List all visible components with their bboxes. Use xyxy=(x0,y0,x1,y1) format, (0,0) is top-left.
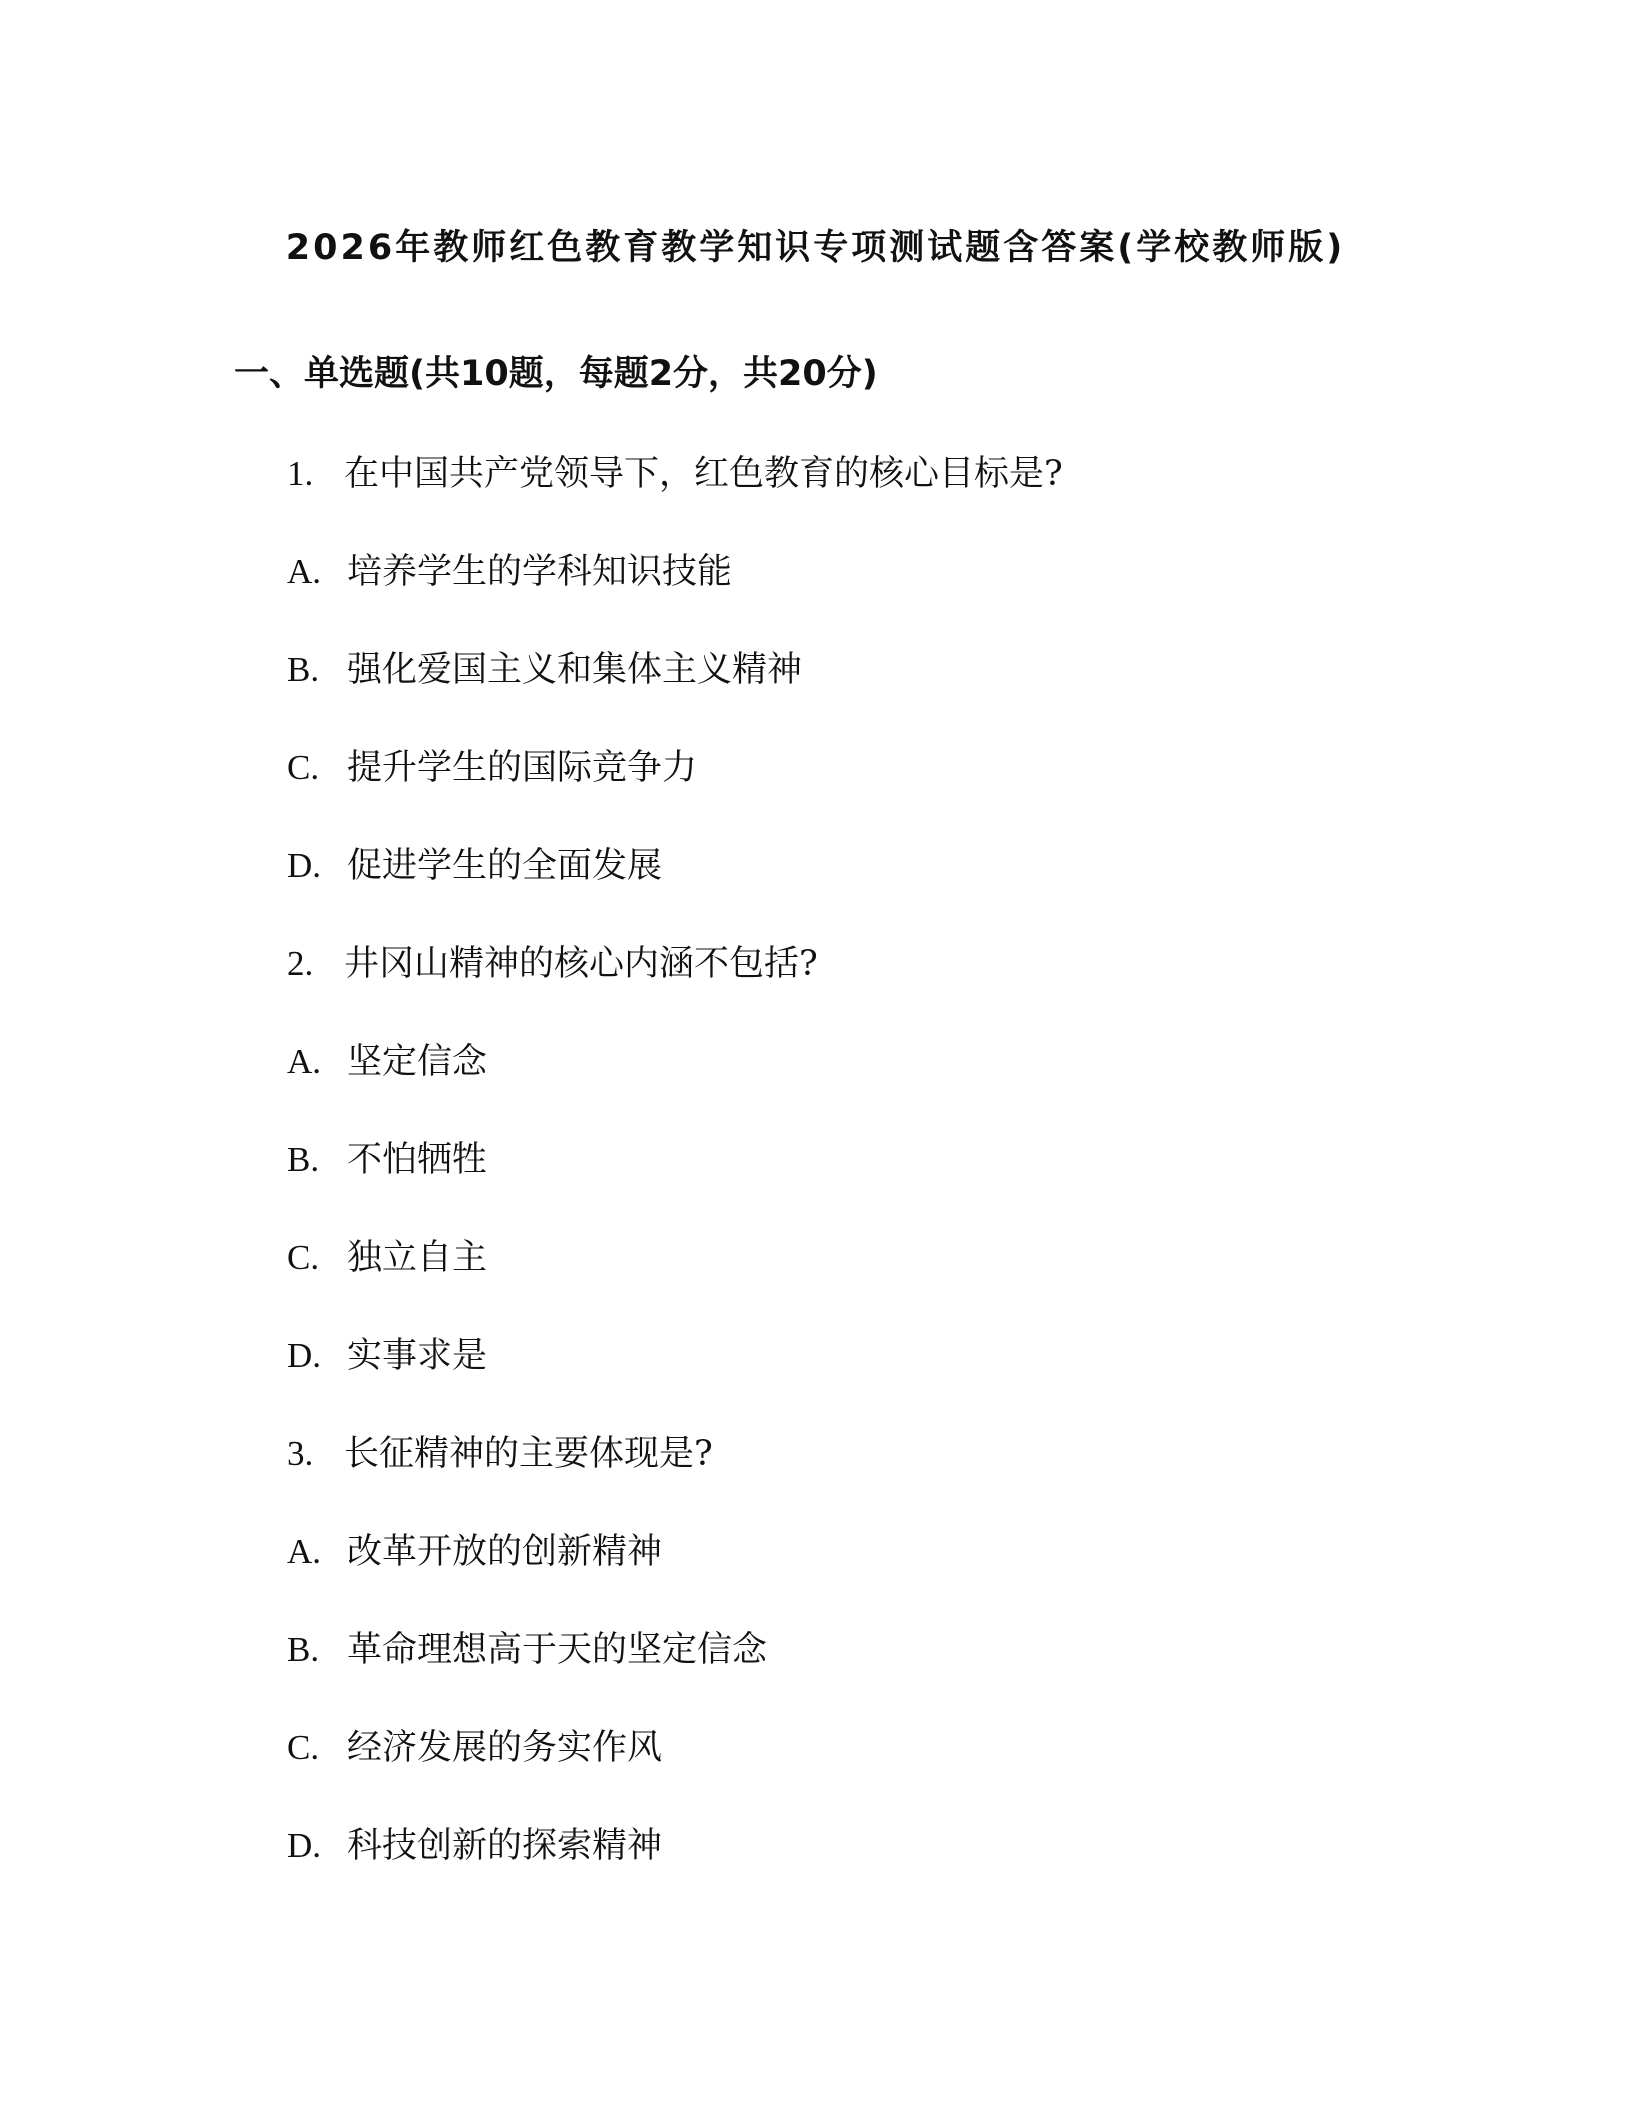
option-letter: D. xyxy=(287,1336,322,1375)
option-letter: D. xyxy=(287,846,322,885)
option-text: 坚定信念 xyxy=(347,1042,488,1082)
question-1-option-b xyxy=(287,640,802,700)
question-number: 3. xyxy=(287,1434,314,1473)
question-number: 2. xyxy=(287,944,314,983)
option-text: 革命理想高于天的坚定信念 xyxy=(347,1630,768,1670)
option-text: 经济发展的务实作风 xyxy=(347,1728,663,1768)
question-2-option-d xyxy=(287,1326,487,1386)
question-2-option-c xyxy=(287,1228,487,1288)
option-text: 实事求是 xyxy=(347,1336,488,1376)
option-text: 促进学生的全面发展 xyxy=(347,846,663,886)
option-letter: C. xyxy=(287,1728,320,1767)
option-letter: A. xyxy=(287,1042,322,1081)
option-letter: B. xyxy=(287,650,320,689)
question-2-option-b xyxy=(287,1130,487,1190)
document-title: 2026年教师红色教育教学知识专项测试题含答案(学校教师版) xyxy=(285,228,1346,268)
question-1 xyxy=(287,444,1063,504)
option-letter: A. xyxy=(287,552,322,591)
option-letter: D. xyxy=(287,1826,322,1865)
question-3-option-a xyxy=(287,1522,662,1582)
question-2-option-a xyxy=(287,1032,487,1092)
option-letter: B. xyxy=(287,1630,320,1669)
question-text: 在中国共产党领导下，红色教育的核心目标是? xyxy=(344,454,1063,494)
option-text: 培养学生的学科知识技能 xyxy=(347,552,733,592)
question-3-option-d xyxy=(287,1816,662,1876)
question-number: 1. xyxy=(287,454,314,493)
option-letter: C. xyxy=(287,748,320,787)
question-3-option-b xyxy=(287,1620,767,1680)
option-text: 不怕牺牲 xyxy=(347,1140,488,1180)
question-1-option-a xyxy=(287,542,732,602)
question-text: 长征精神的主要体现是? xyxy=(344,1434,713,1474)
option-text: 科技创新的探索精神 xyxy=(347,1826,663,1866)
option-letter: B. xyxy=(287,1140,320,1179)
option-text: 提升学生的国际竞争力 xyxy=(347,748,698,788)
question-1-option-c xyxy=(287,738,697,798)
section-heading: 一、单选题(共10题，每题2分，共20分) xyxy=(234,354,878,394)
question-3 xyxy=(287,1424,713,1484)
option-text: 强化爱国主义和集体主义精神 xyxy=(347,650,803,690)
option-letter: C. xyxy=(287,1238,320,1277)
option-letter: A. xyxy=(287,1532,322,1571)
question-text: 井冈山精神的核心内涵不包括? xyxy=(344,944,818,984)
question-3-option-c xyxy=(287,1718,662,1778)
question-1-option-d xyxy=(287,836,662,896)
question-2 xyxy=(287,934,818,994)
option-text: 独立自主 xyxy=(347,1238,488,1278)
option-text: 改革开放的创新精神 xyxy=(347,1532,663,1572)
